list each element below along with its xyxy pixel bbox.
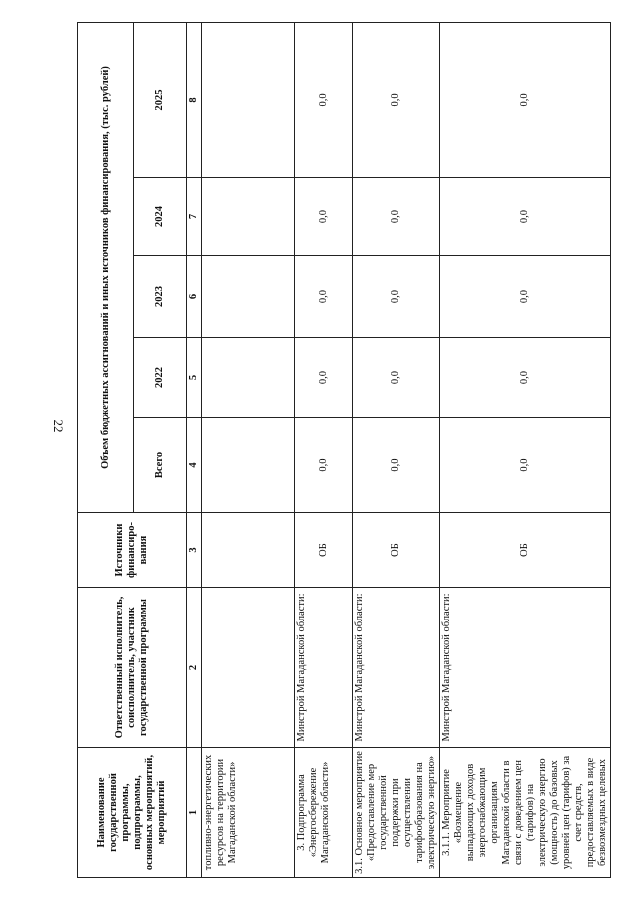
header-2023: 2023: [134, 256, 187, 338]
table-row: [440, 22, 611, 877]
row-value-total: 0,0: [440, 418, 611, 513]
row-value-2024: 0,0: [353, 178, 440, 256]
row-value-2023: 0,0: [440, 256, 611, 338]
row-name: 3.1. Основное мероприятие «Предоставление мер государственной поддержки при осуществлении тарифообразования на электрическую энергию»: [353, 748, 440, 878]
header-source: Источники финансиро-вания: [78, 513, 187, 588]
index-cell: 2: [187, 588, 202, 748]
row-value-2023: 0,0: [353, 256, 440, 338]
row-value-2024: 0,0: [295, 178, 353, 256]
row-value-total: 0,0: [353, 418, 440, 513]
row-value-2025: 0,0: [353, 22, 440, 177]
row-value-2022: 0,0: [440, 338, 611, 418]
index-cell: 3: [187, 513, 202, 588]
table-row: [295, 22, 353, 877]
index-cell: 5: [187, 338, 202, 418]
row-value-2024: 0,0: [440, 178, 611, 256]
index-cell: 4: [187, 418, 202, 513]
row-value-2023: [202, 256, 295, 338]
row-name: топливно-энергетических ресурсов на территории Магаданской области»: [202, 748, 295, 878]
funding-table: [77, 22, 611, 878]
row-responsible: Минстрой Магаданской области:: [353, 588, 440, 748]
row-value-2022: 0,0: [353, 338, 440, 418]
row-responsible: [202, 588, 295, 748]
header-name: Наименование государственной программы, подпрограммы, основных мероприятий, мероприятий: [78, 748, 187, 878]
row-value-total: [202, 418, 295, 513]
row-name: 3.1.1. Мероприятие «Возмещение выпадающих доходов энергоснабжающим организациям Магаданской области в связи с доведением цен (тарифов) на электрическую энергию (мощность) до базовых уровней цен (тарифов) за счет средств, предоставляемых в виде безвозмездных целевых: [440, 748, 611, 878]
rotated-page-content: [77, 23, 608, 878]
row-value-2023: 0,0: [295, 256, 353, 338]
row-value-2025: [202, 22, 295, 177]
header-responsible: Ответственный исполнитель, соисполнитель, участник государственной программы: [78, 588, 187, 748]
row-value-2025: 0,0: [440, 22, 611, 177]
row-responsible: Минстрой Магаданской области:: [295, 588, 353, 748]
row-responsible: Минстрой Магаданской области:: [440, 588, 611, 748]
row-source: ОБ: [295, 513, 353, 588]
page-number: 22: [51, 419, 66, 433]
index-cell: 6: [187, 256, 202, 338]
index-cell: 8: [187, 22, 202, 177]
row-source: ОБ: [440, 513, 611, 588]
row-value-2025: 0,0: [295, 22, 353, 177]
column-index-row: [187, 22, 202, 877]
row-source: ОБ: [353, 513, 440, 588]
row-value-2022: [202, 338, 295, 418]
header-total: Всего: [134, 418, 187, 513]
header-2024: 2024: [134, 178, 187, 256]
row-value-2024: [202, 178, 295, 256]
row-source: [202, 513, 295, 588]
row-name: 3. Подпрограмма «Энергосбережение Магаданской области»: [295, 748, 353, 878]
header-row-1: [78, 22, 134, 877]
header-2022: 2022: [134, 338, 187, 418]
header-funding-group: Объем бюджетных ассигнований и иных источников финансирования, (тыс. рублей): [78, 22, 134, 512]
index-cell: 1: [187, 748, 202, 878]
table-row: [202, 22, 295, 877]
header-2025: 2025: [134, 22, 187, 177]
table-row: [353, 22, 440, 877]
row-value-total: 0,0: [295, 418, 353, 513]
index-cell: 7: [187, 178, 202, 256]
row-value-2022: 0,0: [295, 338, 353, 418]
